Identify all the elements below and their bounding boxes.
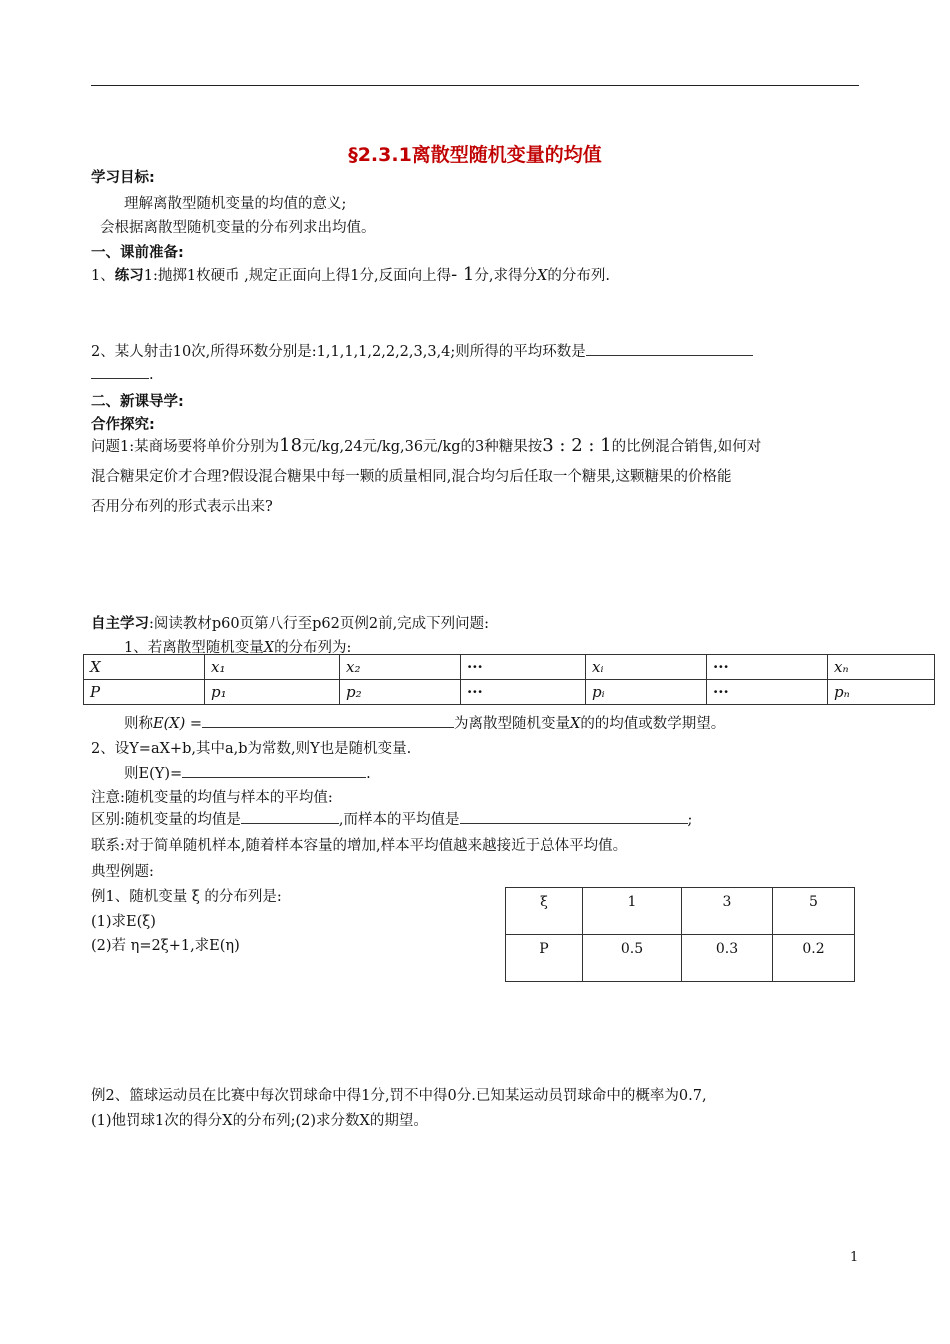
table-row [84,655,935,680]
table-cell: p₁ [205,680,340,705]
exercise-1 [91,264,610,285]
expectation-definition [124,712,725,733]
note-diff-a: 区别:随机变量的均值是 [91,812,241,828]
table-cell: 0.2 [773,935,855,982]
table-cell: 0.5 [583,935,682,982]
exercise-2 [91,340,753,361]
table-cell: ··· [707,655,828,680]
table-row [506,935,855,982]
self-study-item-1-var: X [263,640,275,656]
table-cell: ξ [506,888,583,935]
examples-heading: 典型例题: [91,864,154,880]
table-cell: ··· [461,680,586,705]
table-cell: ··· [707,680,828,705]
question-1-text-b: 元/kg,24元/kg,36元/kg的3种糖果按 [302,439,543,455]
coop-heading: 合作探究: [91,417,155,433]
question-1-ratio: 3 : 2 : 1 [542,435,612,456]
definition-b: 为离散型随机变量 [453,716,570,732]
definition-expr: E(X) = [153,716,202,732]
question-1-text-c: 的比例混合销售,如何对 [611,439,762,455]
table-cell: pₙ [828,680,935,705]
example-2-line-1: 例2、篮球运动员在比赛中每次罚球命中得1分,罚不中得0分.已知某运动员罚球命中的概率为0.7, [91,1088,707,1104]
self-study-item-1-b: 的分布列为: [274,640,352,656]
table-cell: xₙ [828,655,935,680]
table-cell: 5 [773,888,855,935]
table-cell: 3 [682,888,773,935]
example-1-table [505,887,855,982]
self-study [91,612,489,633]
table-cell: x₁ [205,655,340,680]
table-cell: X [84,655,205,680]
exercise-2-end: . [149,367,154,383]
definition-a: 则称 [124,716,153,732]
definition-c: 的的均值或数学期望。 [580,716,726,732]
example-1-line-3: (2)若 η=2ξ+1,求E(η) [91,938,240,954]
table-cell: pᵢ [586,680,707,705]
goal-item-2: 会根据离散型随机变量的分布列求出均值。 [100,220,376,236]
note-line-3: 联系:对于简单随机样本,随着样本容量的增加,样本平均值越来越接近于总体平均值。 [91,838,628,854]
question-1-text-a: 问题1:某商场要将单价分别为 [91,439,280,455]
self-study-heading: 自主学习 [91,616,149,632]
table-cell: ··· [461,655,586,680]
page-title: §2.3.1离散型随机变量的均值 [348,144,602,166]
table-cell: P [506,935,583,982]
header-rule [91,85,859,86]
note-line-2 [91,808,692,829]
exercise-1-text-a: 1:抛掷1枚硬币 ,规定正面向上得1分,反面向上得 [143,268,452,284]
ey-label: 则E(Y)= [124,766,183,782]
note-diff-b: ,而样本的平均值是 [338,812,460,828]
section1-heading: 一、课前准备: [91,245,184,261]
exercise-2-text: 2、某人射击10次,所得环数分别是:1,1,1,1,2,2,2,3,3,4;则所得的平均环数是 [91,344,586,360]
example-1-line-2: (1)求E(ξ) [91,914,156,930]
self-study-text: :阅读教材p60页第八行至p62页例2前,完成下列问题: [149,616,490,632]
distribution-table [83,654,935,705]
example-2-line-2: (1)他罚球1次的得分X的分布列;(2)求分数X的期望。 [91,1113,428,1129]
definition-var: X [569,716,581,732]
exercise-1-text-c: 的分布列. [547,268,610,284]
self-study-item-1-a: 1、若离散型随机变量 [124,640,264,656]
question-1-num: 18 [279,435,303,456]
page-number: 1 [850,1250,859,1265]
question-1-line-2: 混合糖果定价才合理?假设混合糖果中每一颗的质量相同,混合均匀后任取一个糖果,这颗糖果的价格能 [91,469,732,485]
note-diff-c: ; [687,812,693,828]
note-blank-2[interactable] [460,809,688,824]
table-cell: xᵢ [586,655,707,680]
question-1-line-3: 否用分布列的形式表示出来? [91,499,273,515]
table-cell: 0.3 [682,935,773,982]
definition-blank[interactable] [202,713,454,728]
ey-blank[interactable] [182,763,366,778]
exercise-1-text-b: 分,求得分 [474,268,537,284]
table-row [84,680,935,705]
goals-heading: 学习目标: [91,170,155,186]
table-cell: p₂ [340,680,461,705]
exercise-1-label: 练习 [114,268,144,284]
section2-heading: 二、新课导学: [91,394,184,410]
table-cell: 1 [583,888,682,935]
ey-end: . [366,766,371,782]
question-1-line-1 [91,435,761,456]
exercise-1-minus-one: - 1 [451,264,475,285]
exercise-1-var: X [537,268,548,284]
table-cell: P [84,680,205,705]
exercise-2-blank-cont[interactable] [91,364,149,379]
exercise-2-blank[interactable] [586,341,753,356]
note-line-1: 注意:随机变量的均值与样本的平均值: [91,790,333,806]
exercise-2-cont [91,364,154,383]
goal-item-1: 理解离散型随机变量的均值的意义; [124,196,347,212]
table-cell: x₂ [340,655,461,680]
ey-line [124,762,371,783]
table-row [506,888,855,935]
exercise-1-prefix: 1、 [91,268,115,284]
note-blank-1[interactable] [241,809,339,824]
self-study-item-2: 2、设Y=aX+b,其中a,b为常数,则Y也是随机变量. [91,741,412,757]
example-1-line-1: 例1、随机变量 ξ 的分布列是: [91,889,282,905]
